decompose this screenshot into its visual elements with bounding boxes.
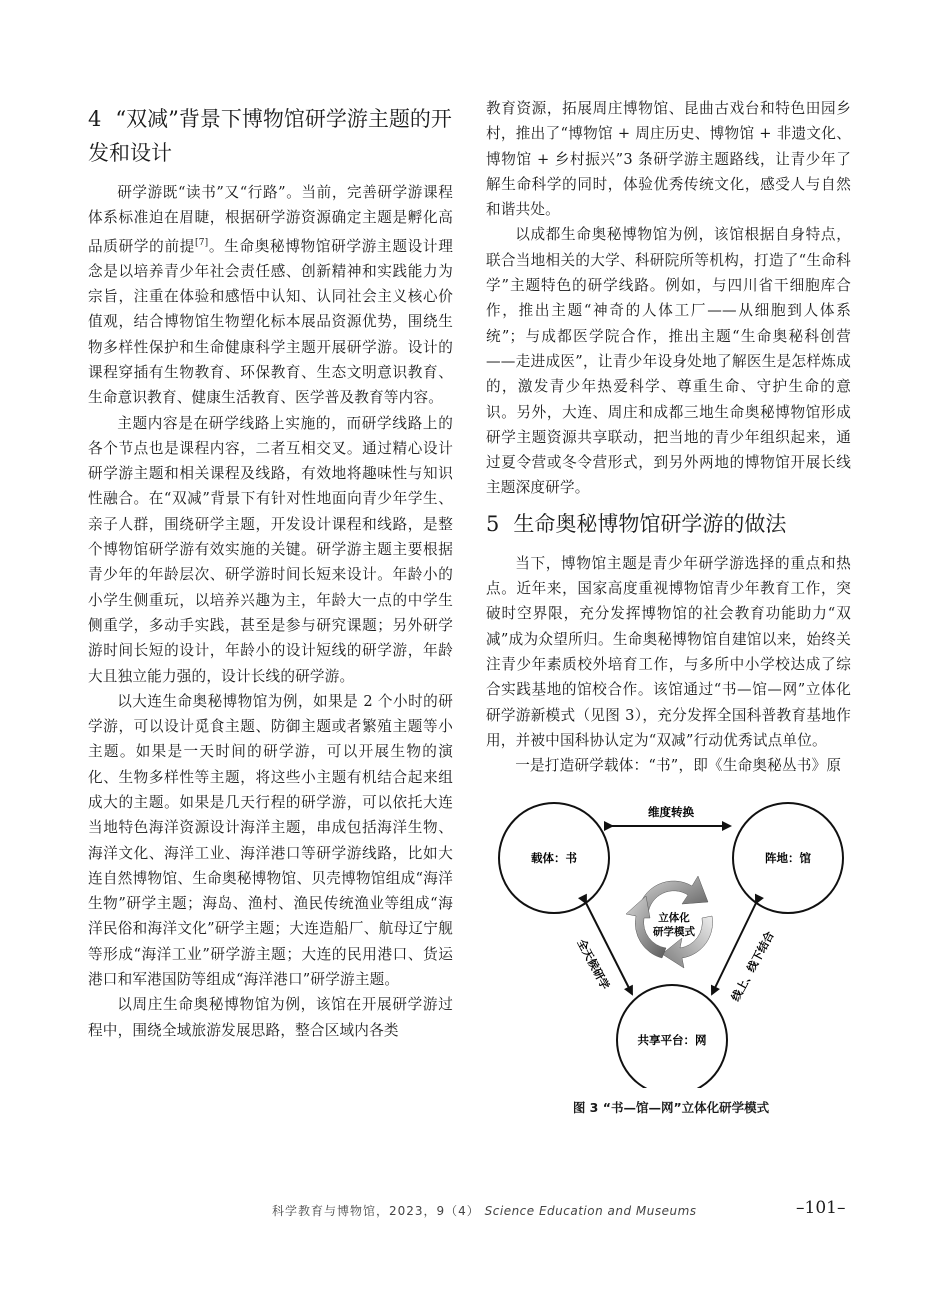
paragraph: 教育资源，拓展周庄博物馆、昆曲古戏台和特色田园乡村，推出了“博物馆 + 周庄历史、博物馆 + 非遗文化、博物馆 + 乡村振兴”3 条研学游主题路线，让青少年了解生命科学的同时，体验优秀传统文化，感受人与自然和谐共处。 — [486, 100, 851, 219]
paragraph: 一是打造研学载体：“书”，即《生命奥秘丛书》原 — [515, 757, 842, 775]
center-label-line2: 研学模式 — [653, 926, 695, 939]
model-diagram — [486, 788, 856, 1088]
node-book-label: 载体：书 — [531, 851, 577, 866]
journal-info: 科学教育与博物馆，2023，9（4） Science Education and Museums — [272, 1204, 697, 1218]
right-arrow-label: 线上、线下结合 — [729, 929, 777, 1004]
node-museum-label: 阵地：馆 — [765, 851, 811, 866]
citation-ref: [7] — [195, 237, 209, 248]
paragraph: 当下，博物馆主题是青少年研学游选择的重点和热点。近年来，国家高度重视博物馆青少年教育工作，突破时空界限，充分发挥博物馆的社会教育功能助力“双减”成为众望所归。生命奥秘博物馆自建馆以来，始终关注青少年素质校外培育工作，与多所中小学校达成了综合实践基地的馆校合作。该馆通过“书—馆—网”立体化研学游新模式（见图 3），充分发挥全国科普教育基地作用，并被中国科协认定为“双减”行动优秀试点单位。 — [486, 554, 851, 749]
left-column — [88, 96, 453, 1043]
paragraph: 研学游既“读书”又“行路”。当前，完善研学游课程体系标准迫在眉睫，根据研学游资源确定主题是孵化高品质研学的前提[7]。生命奥秘博物馆研学游主题设计理念是以培养青少年社会责任感、创新精神和实践能力为宗旨，注重在体验和感悟中认知、认同社会主义核心价值观，结合博物馆生物塑化标本展品资源优势，围绕生物多样性保护和生命健康科学主题开展研学游。设计的课程穿插有生物教育、环保教育、生态文明意识教育、生命意识教育、健康生活教育、医学普及教育等内容。 — [88, 184, 454, 407]
page-number: –101– — [796, 1198, 846, 1218]
paragraph: 以大连生命奥秘博物馆为例，如果是 2 个小时的研学游，可以设计觅食主题、防御主题或者繁殖主题等小主题。如果是一天时间的研学游，可以开展生物的演化、生物多样性等主题，将这些小主题有机结合起来组成大的主题。如果是几天行程的研学游，可以依托大连当地特色海洋资源设计海洋主题，串成包括海洋生物、海洋文化、海洋工业、海洋港口等研学游线路，比如大连自然博物馆、生命奥秘博物馆、贝壳博物馆组成“海洋生物”研学主题；海岛、渔村、渔民传统渔业等组成“海洋民俗和海洋文化”研学主题；大连造船厂、航母辽宁舰等形成“海洋工业”研学游主题；大连的民用港口、货运港口和军港国防等组成“海洋港口”研学游主题。 — [88, 692, 453, 989]
node-network-label: 共享平台：网 — [637, 1033, 707, 1048]
page-footer — [0, 1200, 950, 1220]
top-arrow-label: 维度转换 — [648, 805, 694, 820]
figure-caption: 图 3 “书—馆—网”立体化研学模式 — [572, 1100, 770, 1116]
center-label-line1: 立体化 — [658, 912, 690, 925]
section-4-heading: 4 “双减”背景下博物馆研学游主题的开发和设计 — [88, 107, 452, 165]
paragraph: 主题内容是在研学线路上实施的，而研学线路上的各个节点也是课程内容，二者互相交叉。通过精心设计研学游主题和相关课程及线路，有效地将趣味性与知识性融合。在“双减”背景下有针对性地面向青少年学生、亲子人群，围绕研学主题，开发设计课程和线路，是整个博物馆研学游有效实施的关键。研学游主题主要根据青少年的年龄层次、研学游时间长短来设计。年龄小的小学生侧重玩，以培养兴趣为主，年龄大一点的中学生侧重学，多动手实践，甚至是参与研究课题；另外研学游时间长短的设计，年龄小的设计短线的研学游，年龄大且独立能力强的，设计长线的研学游。 — [88, 414, 453, 685]
figure-3 — [486, 788, 856, 1116]
left-arrow-label: 全天候研学 — [574, 937, 612, 993]
section-5-heading: 5 生命奥秘博物馆研学游的做法 — [486, 511, 787, 536]
right-column — [486, 96, 851, 1116]
paragraph: 以成都生命奥秘博物馆为例，该馆根据自身特点，联合当地相关的大学、科研院所等机构，打造了“生命科学”主题特色的研学线路。例如，与四川省干细胞库合作，推出主题“神奇的人体工厂——从细胞到人体系统”；与成都医学院合作，推出主题“生命奥秘科创营——走进成医”，让青少年设身处地了解医生是怎样炼成的，激发青少年热爱科学、尊重生命、守护生命的意识。另外，大连、周庄和成都三地生命奥秘博物馆形成研学主题资源共享联动，把当地的青少年组织起来，通过夏令营或冬令营形式，到另外两地的博物馆开展长线主题深度研学。 — [486, 226, 851, 497]
paragraph: 以周庄生命奥秘博物馆为例，该馆在开展研学游过程中，围绕全域旅游发展思路，整合区域内各类 — [88, 996, 453, 1039]
